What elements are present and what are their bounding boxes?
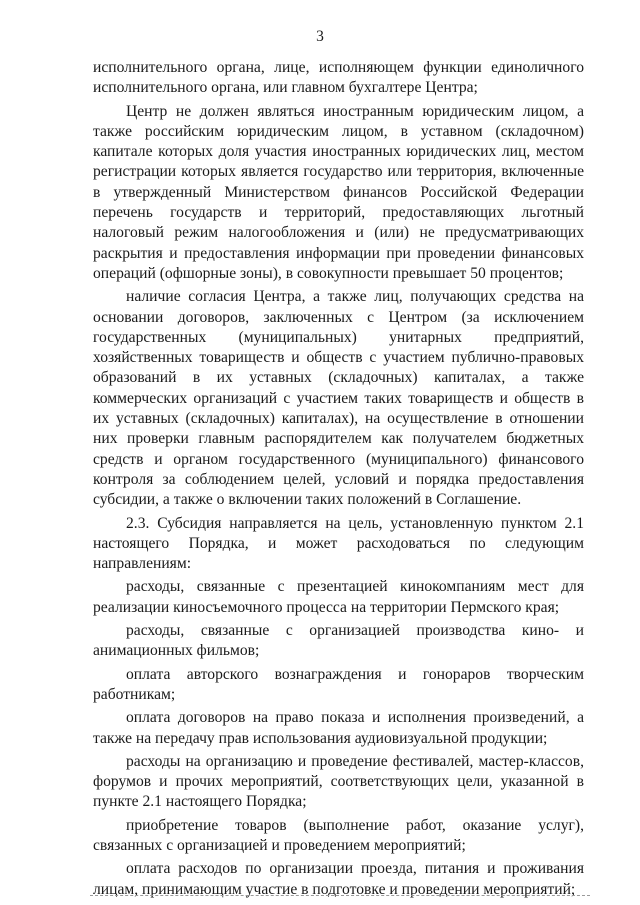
page-number: 3 — [316, 28, 324, 45]
paragraph-continuation: исполнительного органа, лице, исполняющем функции единоличного исполнительного органа, или главном бухгалтере Центра; — [93, 59, 584, 97]
list-item-author-fees: оплата авторского вознаграждения и гонораров творческим работникам; — [93, 665, 584, 703]
list-item-travel-expenses: оплата расходов по организации проезда, питания и проживания лицам, принимающим участие в подготовке и проведении мероприятий; — [93, 860, 584, 898]
list-item-festivals: расходы на организацию и проведение фестивалей, мастер-классов, форумов и прочих мероприятий, соответствующих цели, указанной в пункте 2.1 настоящего Порядка; — [93, 752, 584, 811]
paragraph-foreign-entity-condition: Центр не должен являться иностранным юридическим лицом, а также российским юридическим лицом, в уставном (складочном) капитале которых доля участия иностранных юридических лиц, местом регистрации которых является государство или территория, включенные в утвержденный Министерством финансов Российской Федерации перечень государств и территорий, предоставляющих льготный налоговый режим налогообложения и (или) не предусматривающих раскрытия и предоставления информации при проведении финансовых операций (офшорные зоны), в совокупности превышает 50 процентов; — [93, 102, 584, 282]
scan-edge-divider — [90, 895, 590, 896]
paragraph-consent-condition: наличие согласия Центра, а также лиц, получающих средства на основании договоров, заключенных с Центром (за исключением государственных (муниципальных) унитарных предприятий, хозяйственных товариществ и обществ с участием публично-правовых образований в их уставных (складочных) капиталах, а также коммерческих организаций с участием таких товариществ и обществ в их уставных (складочных) капиталах), на осуществление в отношении них проверки главным распорядителем как получателем бюджетных средств и органом государственного (муниципального) финансового контроля за соблюдением целей, условий и порядка предоставления субсидии, а также о включении таких положений в Соглашение. — [93, 288, 584, 509]
list-item-goods-purchase: приобретение товаров (выполнение работ, оказание услуг), связанных с организацией и проведением мероприятий; — [93, 816, 584, 854]
list-item-production-expenses: расходы, связанные с организацией производства кино- и анимационных фильмов; — [93, 622, 584, 660]
document-body — [93, 58, 584, 903]
list-item-screening-rights: оплата договоров на право показа и исполнения произведений, а также на передачу прав использования аудиовизуальной продукции; — [93, 709, 584, 747]
paragraph-section-2-3: 2.3. Субсидия направляется на цель, установленную пунктом 2.1 настоящего Порядка, и может расходоваться по следующим направлениям: — [93, 514, 584, 573]
list-item-presentation-expenses: расходы, связанные с презентацией кинокомпаниям мест для реализации киносъемочного процесса на территории Пермского края; — [93, 578, 584, 616]
